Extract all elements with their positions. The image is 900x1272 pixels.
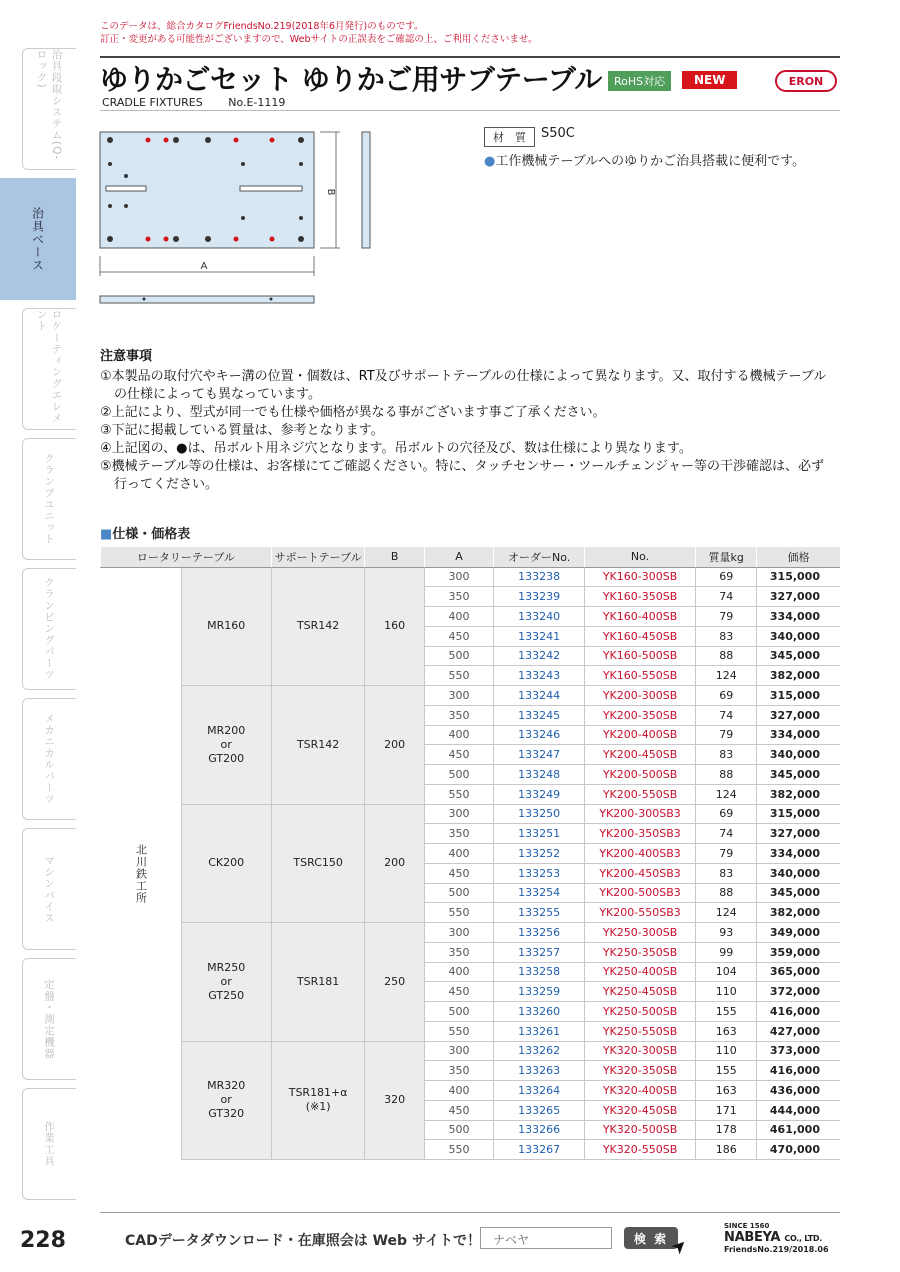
price-cell: 327,000 — [757, 705, 840, 725]
table-row — [101, 686, 841, 706]
mass-cell: 88 — [696, 765, 757, 785]
square-icon: ■ — [100, 527, 113, 542]
product-no-cell: YK320-300SB — [584, 1041, 695, 1061]
a-cell: 400 — [424, 844, 494, 864]
feature-text: ●工作機械テーブルへのゆりかご治具搭載に便利です。 — [484, 154, 806, 169]
product-no-cell: YK200-450SB3 — [584, 863, 695, 883]
dimension-a: A — [200, 261, 208, 272]
a-cell: 500 — [424, 1120, 494, 1140]
order-no-cell: 133258 — [494, 962, 585, 982]
mass-cell: 69 — [696, 686, 757, 706]
note-item: 行ってください。 — [114, 477, 219, 492]
mass-cell: 155 — [696, 1002, 757, 1022]
rotary-table-cell: MR200 or GT200 — [181, 686, 271, 805]
a-cell: 300 — [424, 567, 494, 587]
note-item: ①本製品の取付穴やキー溝の位置・個数は、RT及びサポートテーブルの仕様によって異なります。又、取付する機械テーブル — [100, 369, 827, 384]
support-table-cell: TSR181+α (※1) — [271, 1041, 365, 1160]
order-no-cell: 133244 — [494, 686, 585, 706]
note-item: ⑤機械テーブル等の仕様は、お客様にてご確認ください。特に、タッチセンサー・ツールチェンジャー等の干渉確認は、必ず — [100, 459, 824, 474]
notice-line-2: 訂正・変更がある可能性がございますので、Webサイトの正誤表をご確認の上、ご利用くださいませ。 — [100, 34, 538, 45]
mass-cell: 99 — [696, 942, 757, 962]
sidebar-item-q-lock[interactable]: 治具段取システム(Q-ロック) — [22, 48, 76, 170]
support-table-cell: TSR142 — [271, 567, 365, 686]
price-cell: 334,000 — [757, 725, 840, 745]
a-cell: 300 — [424, 686, 494, 706]
a-cell: 350 — [424, 1061, 494, 1081]
order-no-cell: 133247 — [494, 745, 585, 765]
sidebar-item-mechanical-parts[interactable]: メカニカルパーツ — [22, 698, 76, 820]
price-cell: 416,000 — [757, 1002, 840, 1022]
rotary-table-cell: MR160 — [181, 567, 271, 686]
order-no-cell: 133257 — [494, 942, 585, 962]
order-no-cell: 133251 — [494, 824, 585, 844]
material-value: S50C — [541, 126, 575, 141]
search-input[interactable]: ナベヤ — [480, 1227, 612, 1249]
maker-cell: 北川鉄工所 — [134, 843, 148, 904]
product-no-cell: YK250-450SB — [584, 982, 695, 1002]
product-no-cell: YK320-450SB — [584, 1100, 695, 1120]
product-no-cell: YK200-400SB — [584, 725, 695, 745]
search-button[interactable]: 検 索 — [624, 1227, 678, 1249]
mass-cell: 110 — [696, 1041, 757, 1061]
a-cell: 550 — [424, 1140, 494, 1160]
mass-cell: 124 — [696, 666, 757, 686]
notes-title: 注意事項 — [100, 349, 153, 364]
price-cell: 315,000 — [757, 686, 840, 706]
order-no-cell: 133256 — [494, 923, 585, 943]
side-view-plate — [362, 132, 370, 248]
mass-cell: 79 — [696, 844, 757, 864]
b-cell: 200 — [365, 804, 424, 923]
col-mass: 質量kg — [696, 547, 757, 567]
order-no-cell: 133260 — [494, 1002, 585, 1022]
mass-cell: 69 — [696, 567, 757, 587]
a-cell: 550 — [424, 903, 494, 923]
price-cell: 349,000 — [757, 923, 840, 943]
table-row — [101, 567, 841, 587]
price-cell: 372,000 — [757, 982, 840, 1002]
price-cell: 334,000 — [757, 607, 840, 627]
product-no-cell: YK160-450SB — [584, 626, 695, 646]
spec-price-table — [100, 547, 840, 1160]
mass-cell: 124 — [696, 903, 757, 923]
product-no-cell: YK200-550SB — [584, 784, 695, 804]
table-header-row — [101, 547, 841, 567]
rotary-table-cell: CK200 — [181, 804, 271, 923]
rotary-table-cell: MR320 or GT320 — [181, 1041, 271, 1160]
note-item: ③下記に掲載している質量は、参考となります。 — [100, 423, 384, 438]
note-item: ②上記により、型式が同一でも仕様や価格が異なる事がございます事ご了承ください。 — [100, 405, 606, 420]
a-cell: 300 — [424, 1041, 494, 1061]
cad-download-text: CADデータダウンロード・在庫照会は Web サイトで！ — [125, 1233, 481, 1249]
price-cell: 327,000 — [757, 824, 840, 844]
order-no-cell: 133239 — [494, 587, 585, 607]
a-cell: 450 — [424, 863, 494, 883]
mass-cell: 88 — [696, 883, 757, 903]
a-cell: 400 — [424, 1081, 494, 1101]
price-cell: 340,000 — [757, 745, 840, 765]
a-cell: 550 — [424, 1021, 494, 1041]
a-cell: 450 — [424, 982, 494, 1002]
table-row — [101, 1041, 841, 1061]
product-no-cell: YK320-500SB — [584, 1120, 695, 1140]
price-cell: 382,000 — [757, 784, 840, 804]
price-cell: 340,000 — [757, 863, 840, 883]
product-no-cell: YK200-550SB3 — [584, 903, 695, 923]
a-cell: 400 — [424, 607, 494, 627]
company-logo: NABEYA CO., LTD. — [724, 1230, 822, 1245]
price-cell: 436,000 — [757, 1081, 840, 1101]
order-no-cell: 133254 — [494, 883, 585, 903]
price-cell: 334,000 — [757, 844, 840, 864]
price-cell: 416,000 — [757, 1061, 840, 1081]
product-no-cell: YK250-500SB — [584, 1002, 695, 1022]
product-no-cell: YK200-450SB — [584, 745, 695, 765]
b-cell: 200 — [365, 686, 424, 805]
product-drawing — [96, 126, 376, 312]
price-cell: 359,000 — [757, 942, 840, 962]
col-price: 価格 — [757, 547, 840, 567]
order-no-cell: 133243 — [494, 666, 585, 686]
sidebar-item-clamping-parts[interactable]: クランピングパーツ — [22, 568, 76, 690]
col-a: A — [424, 547, 494, 567]
col-no: No. — [584, 547, 695, 567]
product-no-cell: YK200-350SB3 — [584, 824, 695, 844]
cursor-arrow-icon: ➤ — [666, 1233, 693, 1260]
mass-cell: 163 — [696, 1081, 757, 1101]
product-no-cell: YK250-550SB — [584, 1021, 695, 1041]
mass-cell: 178 — [696, 1120, 757, 1140]
price-cell: 345,000 — [757, 765, 840, 785]
table-body — [101, 567, 841, 1160]
page-title: ゆりかごセット ゆりかご用サブテーブル — [100, 63, 602, 96]
order-no-cell: 133241 — [494, 626, 585, 646]
since-label: SINCE 1560 — [724, 1222, 770, 1230]
product-no-cell: YK160-400SB — [584, 607, 695, 627]
a-cell: 350 — [424, 587, 494, 607]
page-number: 228 — [20, 1228, 66, 1253]
mass-cell: 74 — [696, 705, 757, 725]
product-no-cell: YK320-350SB — [584, 1061, 695, 1081]
front-view-plate — [100, 296, 314, 303]
mass-cell: 79 — [696, 607, 757, 627]
order-no-cell: 133250 — [494, 804, 585, 824]
sidebar-item-work-tools[interactable]: 作業工具 — [22, 1088, 76, 1200]
col-order: オーダーNo. — [494, 547, 585, 567]
a-cell: 400 — [424, 962, 494, 982]
a-cell: 350 — [424, 942, 494, 962]
order-no-cell: 133253 — [494, 863, 585, 883]
support-table-cell: TSRC150 — [271, 804, 365, 923]
a-cell: 500 — [424, 1002, 494, 1022]
product-no-cell: YK200-500SB3 — [584, 883, 695, 903]
price-cell: 382,000 — [757, 666, 840, 686]
a-cell: 400 — [424, 725, 494, 745]
support-table-cell: TSR181 — [271, 923, 365, 1042]
catalog-edition: FriendsNo.219/2018.06 — [724, 1245, 829, 1254]
footer-rule — [100, 1212, 840, 1213]
product-no-cell: YK160-550SB — [584, 666, 695, 686]
dimension-b: B — [325, 188, 336, 196]
mass-cell: 83 — [696, 745, 757, 765]
mass-cell: 69 — [696, 804, 757, 824]
mass-cell: 163 — [696, 1021, 757, 1041]
a-cell: 500 — [424, 765, 494, 785]
product-no-cell: YK250-300SB — [584, 923, 695, 943]
product-no-cell: YK160-350SB — [584, 587, 695, 607]
mass-cell: 171 — [696, 1100, 757, 1120]
order-no-cell: 133242 — [494, 646, 585, 666]
rotary-table-cell: MR250 or GT250 — [181, 923, 271, 1042]
sidebar-item-machine-vise[interactable]: マシンバイス — [22, 828, 76, 950]
product-no-cell: YK160-500SB — [584, 646, 695, 666]
price-cell: 427,000 — [757, 1021, 840, 1041]
sidebar-item-locating[interactable]: ロケーティングエレメント — [22, 308, 76, 430]
product-subtitle: CRADLE FIXTURES No.E-1119 — [102, 96, 286, 109]
order-no-cell: 133266 — [494, 1120, 585, 1140]
b-cell: 250 — [365, 923, 424, 1042]
mass-cell: 124 — [696, 784, 757, 804]
order-no-cell: 133267 — [494, 1140, 585, 1160]
mass-cell: 83 — [696, 626, 757, 646]
eron-logo: ERON — [775, 70, 837, 92]
price-cell: 470,000 — [757, 1140, 840, 1160]
product-no-cell: YK200-350SB — [584, 705, 695, 725]
rohs-badge: RoHS対応 — [608, 71, 671, 91]
order-no-cell: 133259 — [494, 982, 585, 1002]
note-item: ④上記図の、●は、吊ボルト用ネジ穴となります。吊ボルトの穴径及び、数は仕様により異なります。 — [100, 441, 692, 456]
a-cell: 300 — [424, 923, 494, 943]
mass-cell: 93 — [696, 923, 757, 943]
order-no-cell: 133245 — [494, 705, 585, 725]
order-no-cell: 133252 — [494, 844, 585, 864]
notice-line-1: このデータは、総合カタログFriendsNo.219(2018年6月発行)のものです。 — [100, 21, 424, 32]
order-no-cell: 133263 — [494, 1061, 585, 1081]
spec-section-title: ■仕様・価格表 — [100, 527, 191, 542]
sidebar-item-surface-plate[interactable]: 定盤・測定機器 — [22, 958, 76, 1080]
product-no-cell: YK200-400SB3 — [584, 844, 695, 864]
price-cell: 345,000 — [757, 646, 840, 666]
col-b: B — [365, 547, 424, 567]
a-cell: 550 — [424, 784, 494, 804]
order-no-cell: 133264 — [494, 1081, 585, 1101]
price-cell: 373,000 — [757, 1041, 840, 1061]
price-cell: 444,000 — [757, 1100, 840, 1120]
product-no-cell: YK200-500SB — [584, 765, 695, 785]
mass-cell: 74 — [696, 824, 757, 844]
mass-cell: 74 — [696, 587, 757, 607]
order-no-cell: 133249 — [494, 784, 585, 804]
mass-cell: 110 — [696, 982, 757, 1002]
a-cell: 350 — [424, 824, 494, 844]
catalog-notice — [100, 20, 538, 46]
order-no-cell: 133246 — [494, 725, 585, 745]
b-cell: 320 — [365, 1041, 424, 1160]
new-badge: NEW — [682, 71, 737, 89]
price-cell: 345,000 — [757, 883, 840, 903]
product-no-cell: YK250-350SB — [584, 942, 695, 962]
col-support: サポートテーブル — [271, 547, 365, 567]
price-cell: 382,000 — [757, 903, 840, 923]
product-no-cell: YK200-300SB — [584, 686, 695, 706]
mass-cell: 79 — [696, 725, 757, 745]
order-no-cell: 133262 — [494, 1041, 585, 1061]
price-cell: 340,000 — [757, 626, 840, 646]
col-rotary: ロータリーテーブル — [101, 547, 272, 567]
sidebar-item-jig-base[interactable]: 治具ベース — [0, 178, 76, 300]
a-cell: 550 — [424, 666, 494, 686]
note-item: の仕様によっても異なっています。 — [114, 387, 321, 402]
product-no-cell: YK250-400SB — [584, 962, 695, 982]
mass-cell: 186 — [696, 1140, 757, 1160]
sidebar-item-clamp-unit[interactable]: クランプユニット — [22, 438, 76, 560]
a-cell: 300 — [424, 804, 494, 824]
table-row — [101, 804, 841, 824]
order-no-cell: 133265 — [494, 1100, 585, 1120]
caution-notes — [100, 348, 845, 494]
product-no-cell: YK320-550SB — [584, 1140, 695, 1160]
a-cell: 500 — [424, 646, 494, 666]
product-no-cell: YK160-300SB — [584, 567, 695, 587]
price-cell: 365,000 — [757, 962, 840, 982]
order-no-cell: 133261 — [494, 1021, 585, 1041]
price-cell: 327,000 — [757, 587, 840, 607]
mass-cell: 88 — [696, 646, 757, 666]
order-no-cell: 133248 — [494, 765, 585, 785]
mass-cell: 104 — [696, 962, 757, 982]
product-no-cell: YK320-400SB — [584, 1081, 695, 1101]
price-cell: 315,000 — [757, 567, 840, 587]
price-cell: 461,000 — [757, 1120, 840, 1140]
table-row — [101, 923, 841, 943]
a-cell: 450 — [424, 745, 494, 765]
price-cell: 315,000 — [757, 804, 840, 824]
a-cell: 450 — [424, 1100, 494, 1120]
a-cell: 350 — [424, 705, 494, 725]
subtitle-rule — [100, 110, 840, 111]
mass-cell: 155 — [696, 1061, 757, 1081]
mass-cell: 83 — [696, 863, 757, 883]
product-no-cell: YK200-300SB3 — [584, 804, 695, 824]
bullet-icon: ● — [484, 154, 496, 169]
order-no-cell: 133238 — [494, 567, 585, 587]
material-label: 材 質 — [484, 127, 535, 147]
a-cell: 500 — [424, 883, 494, 903]
b-cell: 160 — [365, 567, 424, 686]
order-no-cell: 133255 — [494, 903, 585, 923]
a-cell: 450 — [424, 626, 494, 646]
order-no-cell: 133240 — [494, 607, 585, 627]
support-table-cell: TSR142 — [271, 686, 365, 805]
